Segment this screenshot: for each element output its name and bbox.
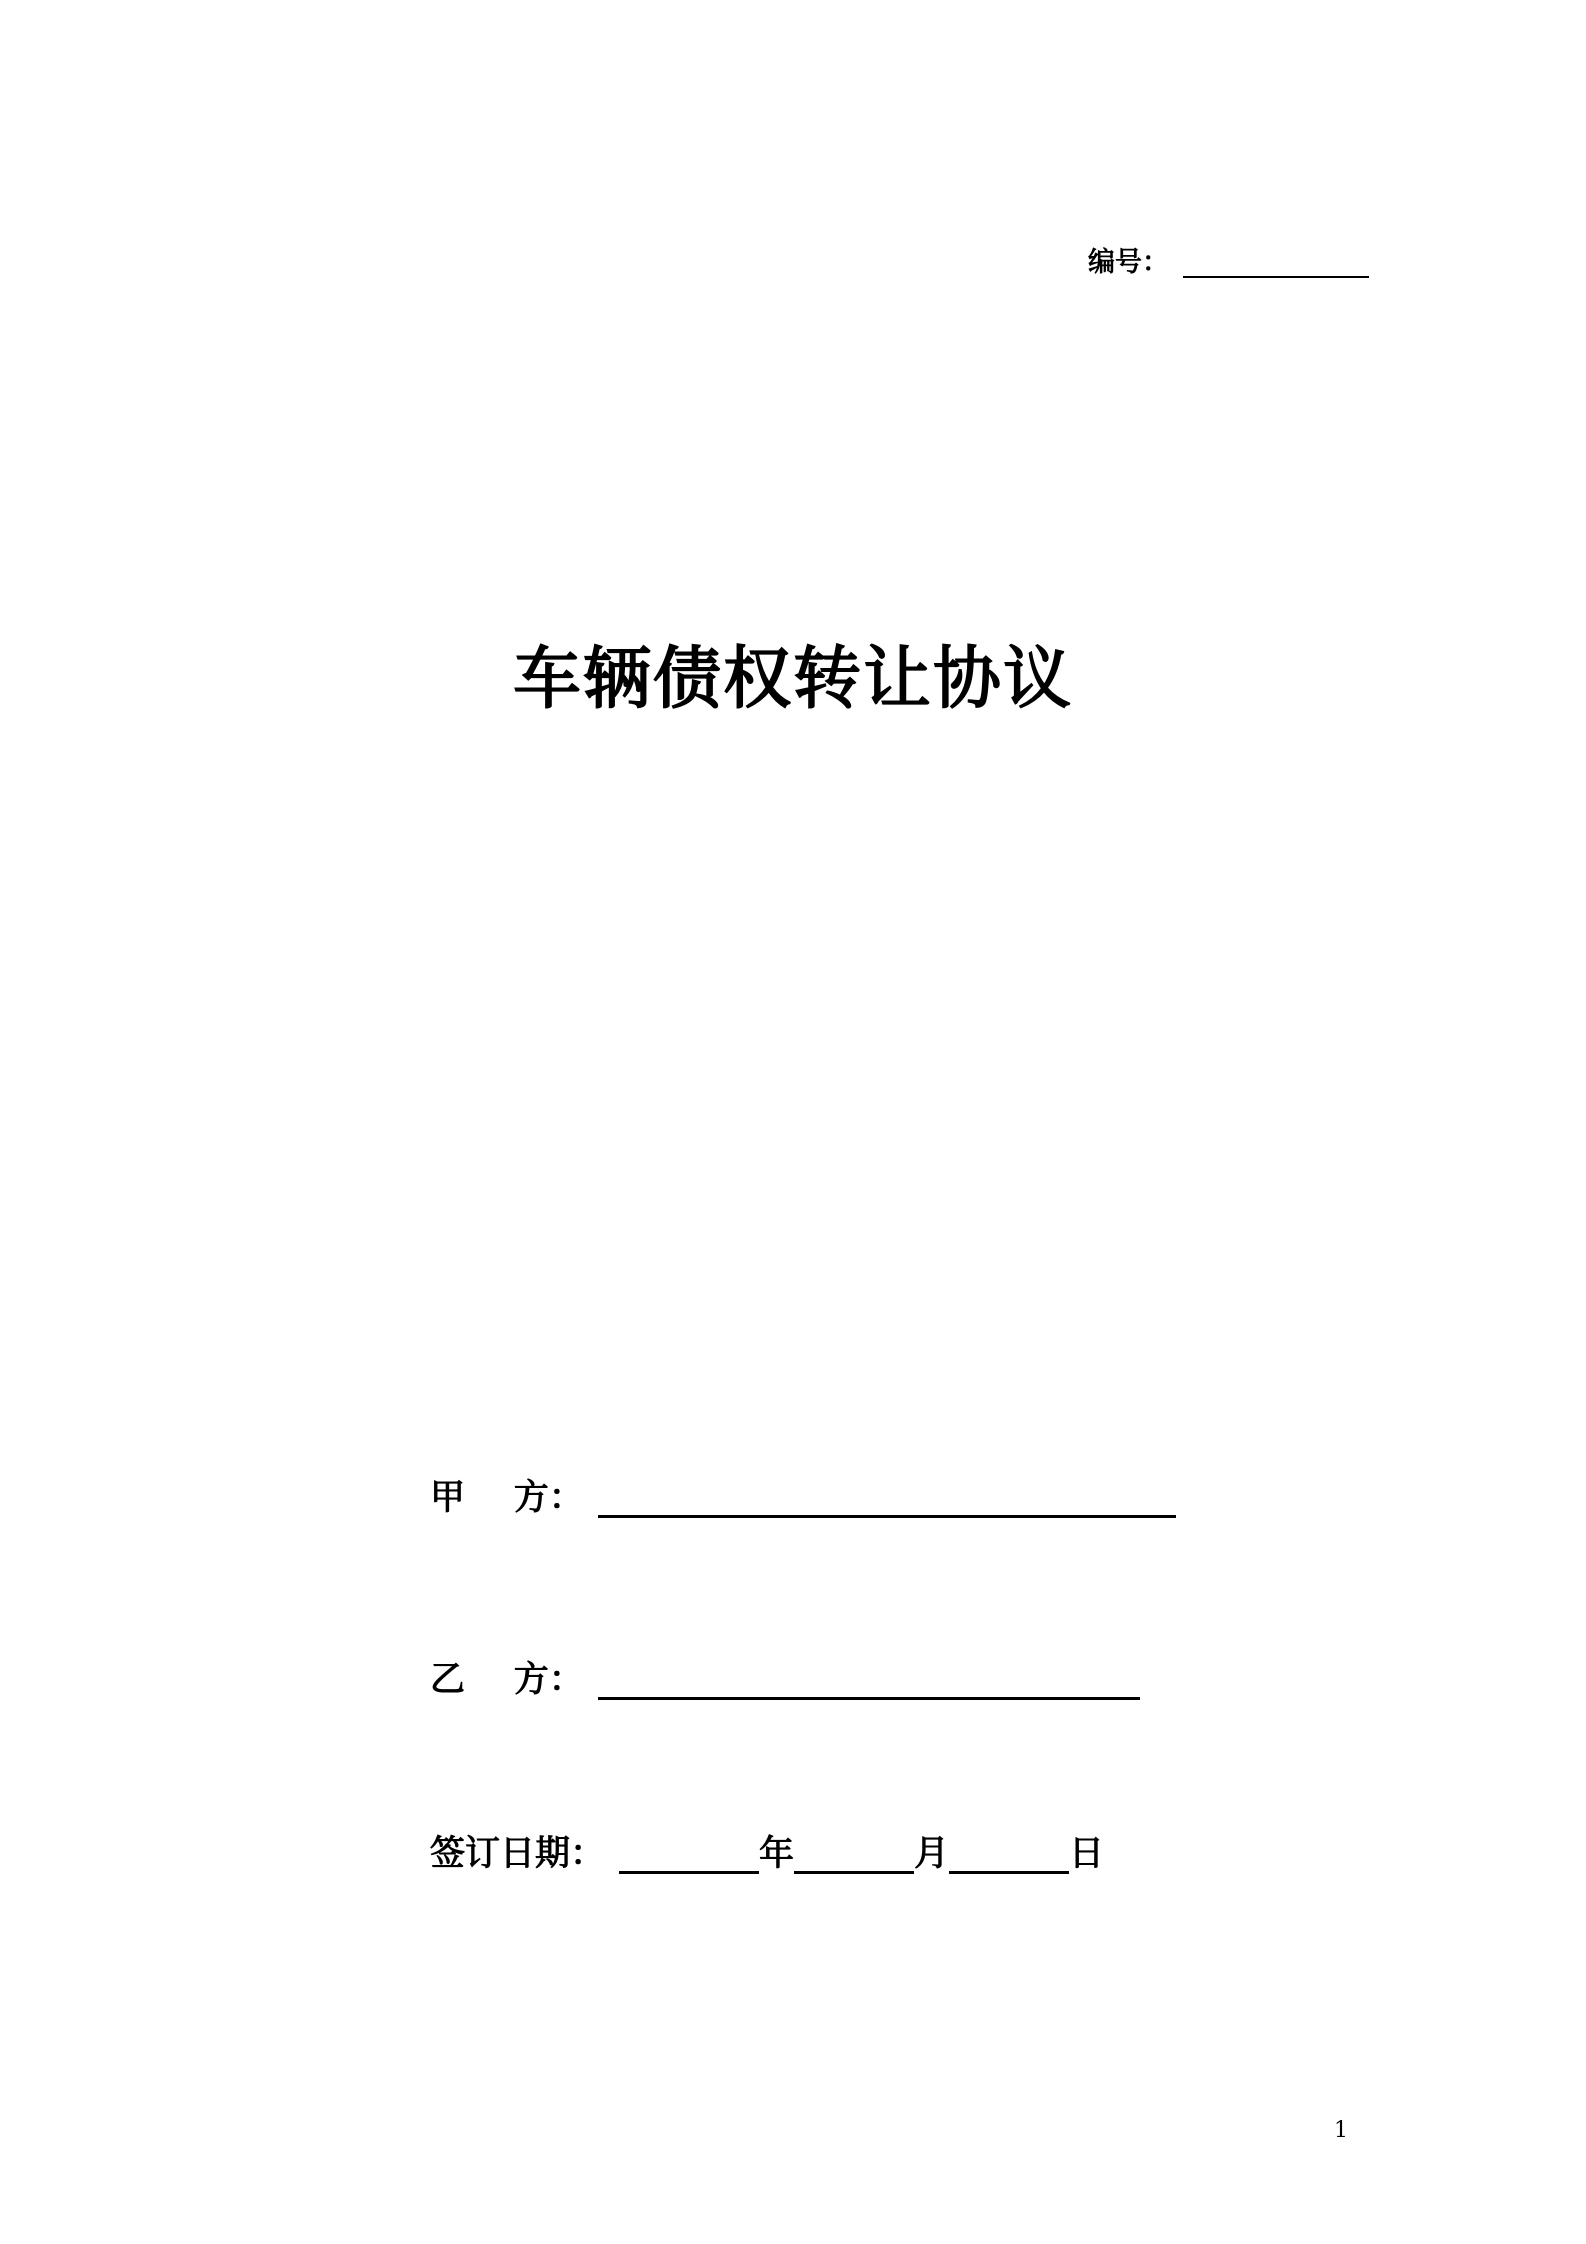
signing-date-label: 签订日期： bbox=[430, 1834, 606, 1874]
year-label: 年 bbox=[759, 1834, 795, 1874]
page-number: 1 bbox=[1334, 2118, 1348, 2143]
serial-number-blank[interactable] bbox=[1183, 250, 1369, 278]
document-title: 车辆债权转让协议 bbox=[512, 640, 1073, 719]
day-label: 日 bbox=[1069, 1834, 1105, 1874]
party-b-field bbox=[430, 1660, 1140, 1700]
year-blank[interactable] bbox=[619, 1837, 759, 1874]
signing-date-field bbox=[430, 1834, 1104, 1874]
serial-number-label: 编号： bbox=[1088, 247, 1169, 278]
party-b-label: 乙 方： bbox=[430, 1660, 584, 1700]
party-b-blank[interactable] bbox=[598, 1663, 1140, 1700]
party-a-label: 甲 方： bbox=[430, 1478, 584, 1518]
party-a-field bbox=[430, 1478, 1176, 1518]
month-label: 月 bbox=[914, 1834, 950, 1874]
day-blank[interactable] bbox=[949, 1837, 1069, 1874]
serial-number-field bbox=[1088, 248, 1369, 278]
party-a-blank[interactable] bbox=[598, 1481, 1176, 1518]
month-blank[interactable] bbox=[794, 1837, 914, 1874]
